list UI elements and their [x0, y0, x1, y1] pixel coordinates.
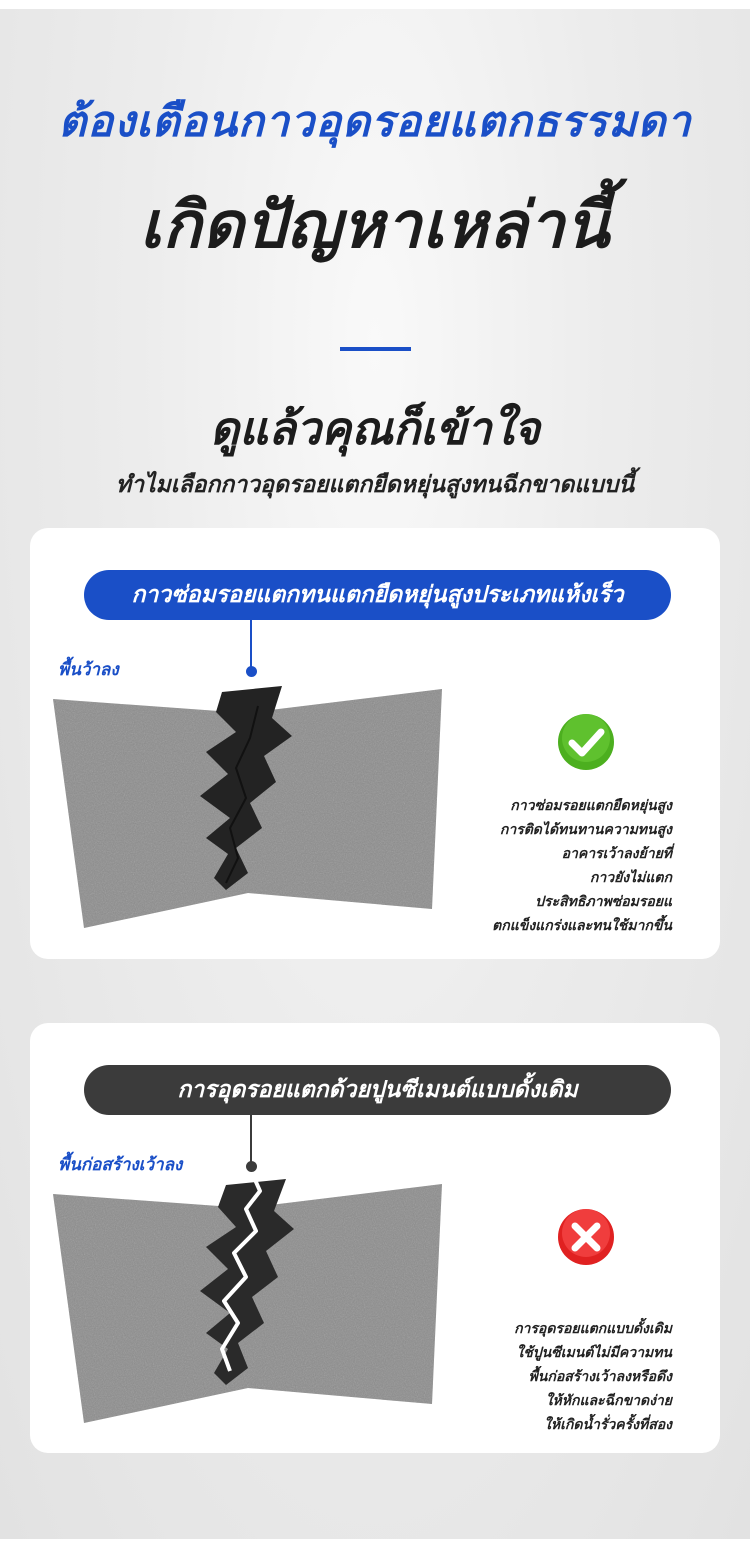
- concrete-slab-cracked-cement-image: [50, 1173, 445, 1428]
- description-line: ตกแข็งแกร่งและทนใช้มากขึ้น: [492, 918, 672, 934]
- cross-icon: [557, 1208, 615, 1266]
- description-line: การติดได้ทนทานความทนสูง: [499, 822, 672, 838]
- description-line: กาวยังไม่แตก: [589, 870, 672, 886]
- pointer-line: [250, 1115, 252, 1164]
- description-line: ใช้ปูนซีเมนต์ไม่มีความทน: [516, 1345, 672, 1361]
- floor-label: พื้นว้าลง: [58, 660, 119, 680]
- pointer-line: [250, 620, 252, 669]
- header-line-1: ต้องเตือนกาวอุดรอยแตกธรรมดา: [58, 97, 692, 147]
- check-icon: [557, 713, 615, 771]
- page-background: [0, 9, 750, 1539]
- pointer-dot: [246, 1161, 257, 1172]
- pointer-dot: [246, 666, 257, 677]
- description-line: ให้หักและฉีกขาดง่าย: [545, 1393, 672, 1409]
- card-banner: กาวซ่อมรอยแตกทนแตกยืดหยุ่นสูงประเภทแห้งเร็ว: [84, 570, 671, 620]
- description-line: ให้เกิดน้ำรั่วครั้งที่สอง: [544, 1417, 672, 1433]
- header-line-2: เกิดปัญหาเหล่านี้: [139, 189, 611, 263]
- comparison-card-traditional-cement: [30, 1023, 720, 1453]
- card-banner: การอุดรอยแตกด้วยปูนซีเมนต์แบบดั้งเดิม: [84, 1065, 671, 1115]
- description-line: ประสิทธิภาพซ่อมรอยแ: [535, 894, 672, 910]
- description-line: การอุดรอยแตกแบบดั้งเดิม: [514, 1321, 672, 1337]
- concrete-slab-sealed-crack-image: [50, 678, 445, 933]
- card-description: [442, 1317, 672, 1437]
- card-description: [442, 794, 672, 938]
- intro-title: ดูแล้วคุณก็เข้าใจ: [210, 402, 540, 455]
- section-divider: [340, 347, 411, 351]
- description-line: พื้นก่อสร้างเว้าลงหรือดึง: [528, 1369, 672, 1385]
- intro-subtitle: ทำไมเลือกกาวอุดรอยแตกยืดหยุ่นสูงทนฉีกขาดแบบนี้: [115, 472, 635, 498]
- description-line: อาคารเว้าลงย้ายที่: [561, 846, 672, 862]
- floor-label: พื้นก่อสร้างเว้าลง: [58, 1155, 183, 1175]
- comparison-card-flexible-glue: [30, 528, 720, 959]
- description-line: กาวซ่อมรอยแตกยืดหยุ่นสูง: [510, 798, 672, 814]
